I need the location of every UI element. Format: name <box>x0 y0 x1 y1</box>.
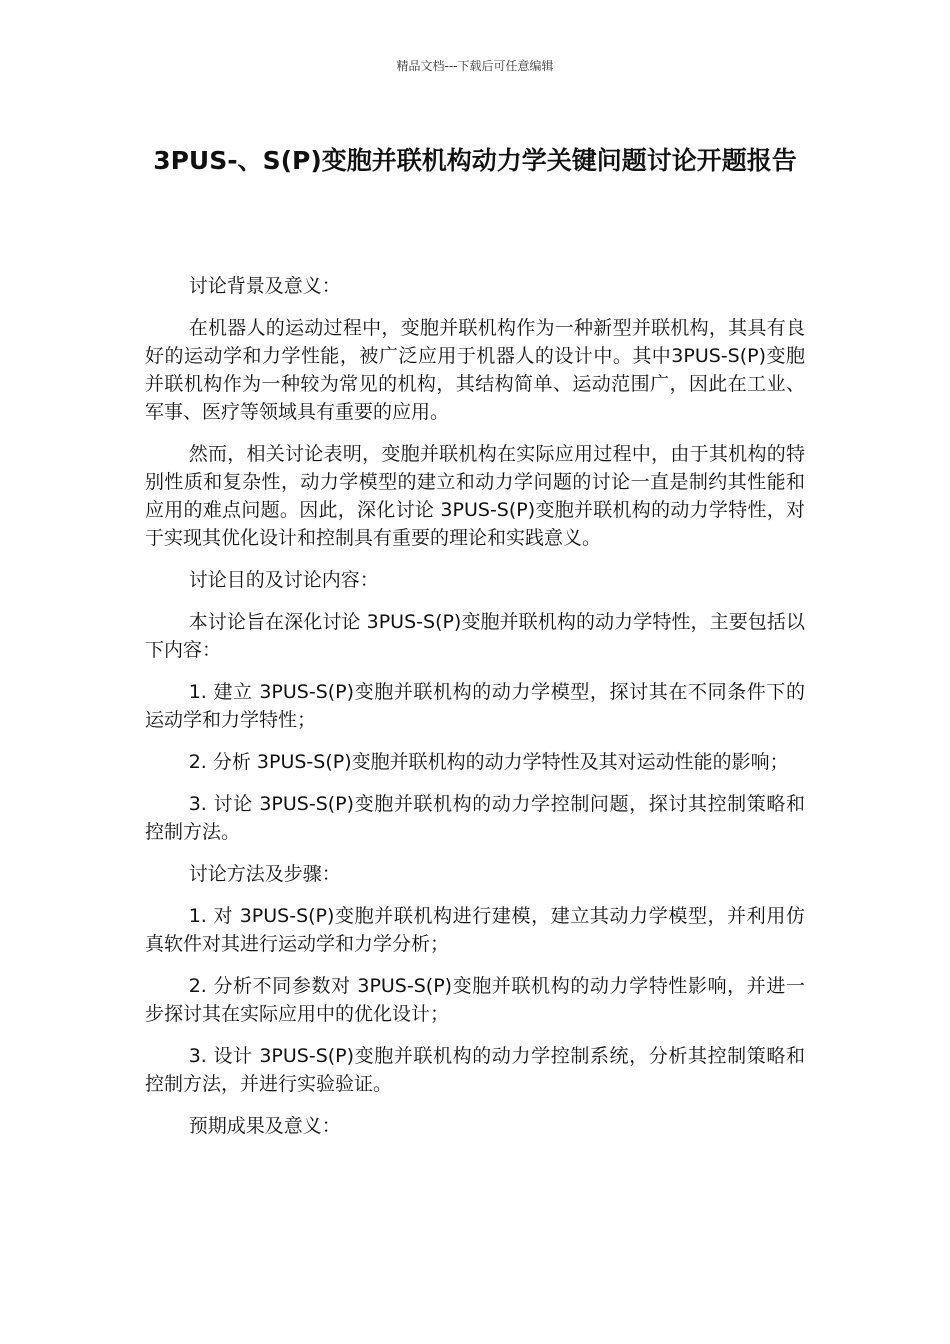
section-heading-background: 讨论背景及意义： <box>188 275 341 297</box>
paragraph: 然而，相关讨论表明，变胞并联机构在实际应用过程中，由于其机构的特别性质和复杂性，动力学模型的建立和动力学问题的讨论一直是制约其性能和应用的难点问题。因此，深化讨论 3PUS-S(P)变胞并联机构的动力学特性，对于实现其优化设计和控制具有重要的理论和实践意义。 <box>145 443 805 549</box>
paragraph: 在机器人的运动过程中，变胞并联机构作为一种新型并联机构，其具有良好的运动学和力学性能，被广泛应用于机器人的设计中。其中3PUS-S(P)变胞并联机构作为一种较为常见的机构，其结构简单、运动范围广，因此在工业、军事、医疗等领域具有重要的应用。 <box>145 317 805 423</box>
section-heading-objectives: 讨论目的及讨论内容： <box>188 569 379 591</box>
page-header: 精品文档---下载后可任意编辑 <box>396 59 554 73</box>
section-heading-methods: 讨论方法及步骤： <box>188 863 341 885</box>
list-item: 1. 对 3PUS-S(P)变胞并联机构进行建模，建立其动力学模型，并利用仿真软件对其进行运动学和力学分析； <box>145 905 805 955</box>
list-item: 3. 设计 3PUS-S(P)变胞并联机构的动力学控制系统，分析其控制策略和控制方法，并进行实验验证。 <box>145 1045 805 1095</box>
list-item: 1. 建立 3PUS-S(P)变胞并联机构的动力学模型，探讨其在不同条件下的运动学和力学特性； <box>145 681 805 731</box>
list-item: 3. 讨论 3PUS-S(P)变胞并联机构的动力学控制问题，探讨其控制策略和控制方法。 <box>145 793 805 843</box>
document-title: 3PUS-、S(P)变胞并联机构动力学关键问题讨论开题报告 <box>153 146 797 175</box>
list-item: 2. 分析 3PUS-S(P)变胞并联机构的动力学特性及其对运动性能的影响； <box>188 751 789 773</box>
section-heading-expected-results: 预期成果及意义： <box>188 1115 341 1137</box>
list-item: 2. 分析不同参数对 3PUS-S(P)变胞并联机构的动力学特性影响，并进一步探讨其在实际应用中的优化设计； <box>145 975 805 1025</box>
document-body <box>145 272 805 1154</box>
paragraph: 本讨论旨在深化讨论 3PUS-S(P)变胞并联机构的动力学特性，主要包括以下内容： <box>145 611 805 661</box>
